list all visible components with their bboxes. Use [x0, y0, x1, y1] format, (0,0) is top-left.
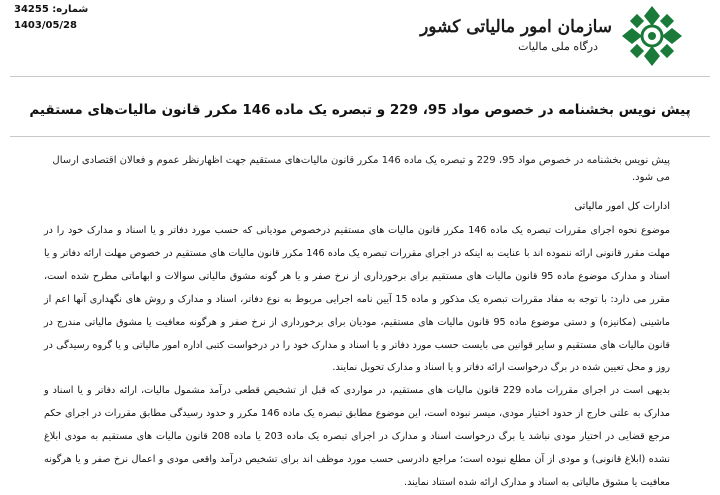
letterhead [0, 0, 720, 76]
body-paragraph: بدیهی است در اجرای مقررات ماده 229 قانون مالیات های مستقیم، در مواردی که قبل از تشخیص قطعی درآمد مشمول مالیات، ارائه دفاتر و یا اسناد و مدارک به علتی خارج از حدود اختیار مودی، میسر نبوده است، این موضوع مطابق تبصره یک ماده 146 مکرر و حدود رسیدگی مطابق مقررات در اجرای حکم مرجع قضایی در اختیار مودی نباشد یا برگ درخواست اسناد و مدارک در اجرای تبصره یک ماده 203 یا ماده 208 قانون مالیات های مستقیم به مودی ابلاغ نشده (ابلاغ قانونی) و مودی از آن مطلع نبوده است؛ مراجع دادرسی حسب مورد موظف اند برای تشخیص درآمد واقعی مودی و اعمال نرخ صفر و یا هرگونه معافیت یا مشوق مالیاتی به اسناد و مدارک ارائه شده استناد نمایند. [44, 385, 671, 488]
organization-subtitle: درگاه ملی مالیات [518, 40, 598, 53]
header-divider [10, 76, 710, 77]
tax-organization-emblem-icon [620, 4, 684, 68]
document-summary: پیش نویس بخشنامه در خصوص مواد 95، 229 و تبصره یک ماده 146 مکرر قانون مالیات‌های مستقیم جهت اظهارنظر عموم و فعالان اقتصادی ارسال می شود. [52, 155, 670, 183]
document-meta [14, 2, 124, 34]
salutation: ادارات کل امور مالیاتی [574, 201, 670, 212]
letter-number: شماره: 34255 [14, 4, 89, 15]
body-paragraph: موضوع نحوه اجرای مقررات تبصره یک ماده 146 مکرر قانون مالیات های مستقیم درخصوص مودیانی که حسب مورد دفاتر و یا اسناد و مدارک خود را در مهلت مقرر قانونی ارائه ننموده اند با عنایت به اینکه در اجرای مقررات تبصره یک ماده 146 مکرر قانون مالیات های مستقیم در خصوص مهلت ارائه دفاتر و یا اسناد و مدارک موضوع ماده 95 قانون مالیات های مستقیم برای برخورداری از نرخ صفر و یا هر گونه مشوق مالیاتی سوالات و ابهاماتی مطرح شده است، مقرر می دارد: با توجه به مفاد مقررات تبصره یک مذکور و ماده 15 آیین نامه اجرایی مربوط به نوع دفاتر، اسناد و مدارک و روش های نگهداری آنها اعم از ماشینی (مکانیزه) و دستی موضوع ماده 95 قانون مالیات های مستقیم، مودیان برای برخورداری از نرخ صفر و هرگونه معافیت یا مشوق مالیاتی مندرج در قانون مالیات های مستقیم و سایر قوانین می بایست حسب مورد دفاتر و یا اسناد و مدارک خود را در درخواست کتبی اداره امور مالیاتی و یا گروه رسیدگی در روز و محل تعیین شده در برگ درخواست ارائه دفاتر و یا اسناد و مدارک تحویل نمایند. [44, 225, 670, 374]
title-divider [10, 136, 710, 137]
organization-name: سازمان امور مالیاتی کشور [420, 17, 612, 37]
letter-date: 1403/05/28 [14, 20, 77, 31]
document-body [44, 220, 670, 495]
organization-text [420, 16, 612, 56]
document-title: پیش نویس بخشنامه در خصوص مواد 95، 229 و تبصره یک ماده 146 مکرر قانون مالیات‌های مستقیم [29, 102, 691, 118]
organization-logo [420, 4, 684, 68]
